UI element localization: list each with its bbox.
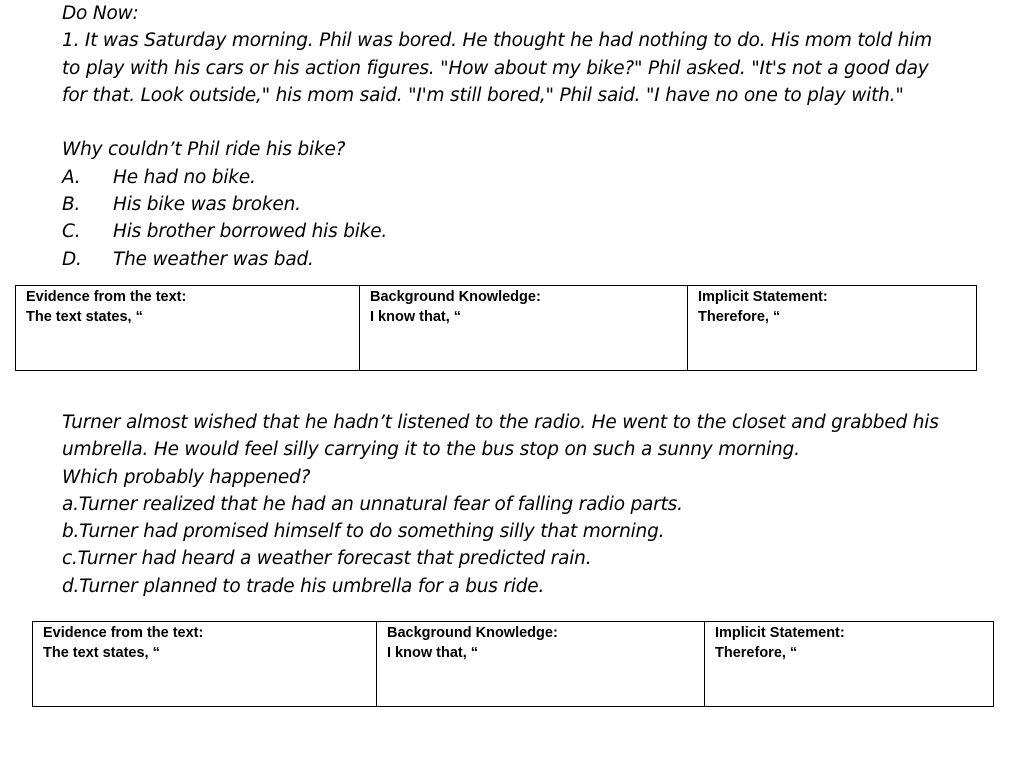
answer-option-d: d.Turner planned to trade his umbrella for a bus ride.: [62, 575, 545, 597]
implicit-statement-cell[interactable]: [705, 622, 994, 707]
option-letter: B.: [62, 194, 81, 216]
cell-prompt: Therefore, “: [698, 309, 781, 325]
answer-option-c: c.Turner had heard a weather forecast that predicted rain.: [62, 548, 592, 570]
background-knowledge-cell[interactable]: [360, 286, 688, 371]
do-now-heading: Do Now:: [62, 3, 139, 24]
question-2-block: [62, 409, 939, 600]
cell-heading: Evidence from the text:: [26, 289, 187, 305]
cell-prompt: I know that, “: [370, 309, 462, 325]
passage-line: umbrella. He would feel silly carrying it to the bus stop on such a sunny morning.: [62, 439, 800, 461]
evidence-cell[interactable]: [33, 622, 377, 707]
cell-heading: Implicit Statement:: [715, 625, 845, 641]
cell-heading: Background Knowledge:: [370, 289, 541, 305]
option-letter: D.: [62, 248, 82, 270]
cell-prompt: I know that, “: [387, 645, 479, 661]
cell-heading: Background Knowledge:: [387, 625, 558, 641]
question-1-block: [62, 0, 932, 273]
evidence-cell[interactable]: [16, 286, 360, 371]
implicit-statement-cell[interactable]: [688, 286, 977, 371]
answer-option-c: [62, 218, 932, 245]
passage-line: for that. Look outside," his mom said. "I'm still bored," Phil said. "I have no one to play with.": [62, 84, 904, 106]
passage-line: to play with his cars or his action figures. "How about my bike?" Phil asked. "It's not a good day: [62, 57, 929, 79]
inference-table-1: [15, 285, 977, 371]
background-knowledge-cell[interactable]: [377, 622, 705, 707]
answer-option-b: [62, 191, 932, 218]
option-text: The weather was bad.: [113, 248, 314, 270]
cell-prompt: The text states, “: [26, 309, 143, 325]
answer-option-b: b.Turner had promised himself to do something silly that morning.: [62, 521, 665, 543]
passage-line: Turner almost wished that he hadn’t listened to the radio. He went to the closet and grabbed his: [62, 412, 939, 433]
option-text: His bike was broken.: [113, 194, 301, 216]
answer-option-a: a.Turner realized that he had an unnatural fear of falling radio parts.: [62, 493, 683, 515]
cell-heading: Implicit Statement:: [698, 289, 828, 305]
option-letter: C.: [62, 221, 81, 243]
question-text: Why couldn’t Phil ride his bike?: [62, 139, 346, 161]
option-text: He had no bike.: [113, 166, 256, 188]
question-text: Which probably happened?: [62, 466, 311, 488]
option-letter: A.: [62, 166, 81, 188]
passage-line: 1. It was Saturday morning. Phil was bored. He thought he had nothing to do. His mom told him: [62, 30, 932, 52]
cell-prompt: The text states, “: [43, 645, 160, 661]
answer-option-d: [62, 246, 932, 273]
cell-heading: Evidence from the text:: [43, 625, 204, 641]
answer-option-a: [62, 164, 932, 191]
inference-table-2: [32, 621, 994, 707]
cell-prompt: Therefore, “: [715, 645, 798, 661]
spacer: [62, 109, 932, 136]
option-text: His brother borrowed his bike.: [113, 221, 388, 243]
